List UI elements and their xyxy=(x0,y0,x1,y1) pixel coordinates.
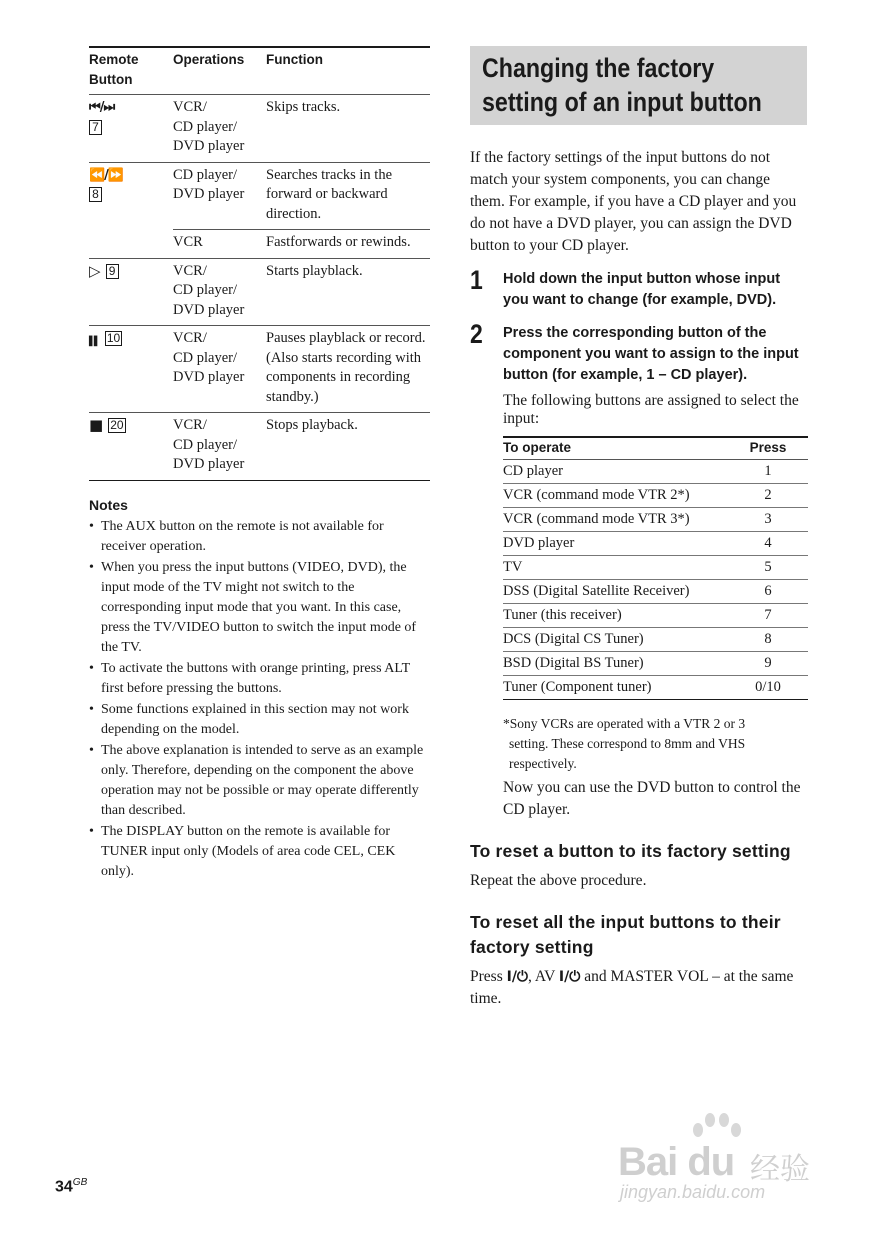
operate-cell: Tuner (Component tuner) xyxy=(503,676,728,700)
note-item: • The DISPLAY button on the remote is available for TUNER input only (Models of area code CEL, CEK only). xyxy=(89,822,430,882)
text-segment: Press xyxy=(470,968,503,985)
operate-cell: Tuner (this receiver) xyxy=(503,604,728,628)
note-item: • The AUX button on the remote is not available for receiver operation. xyxy=(89,517,430,557)
table-row xyxy=(503,580,808,604)
reset-all-text xyxy=(470,966,807,1010)
section-title xyxy=(482,51,762,119)
table-row xyxy=(503,508,808,532)
text-segment: , AV xyxy=(528,968,556,985)
operation-line: DVD player xyxy=(173,369,245,385)
step-number: 1 xyxy=(470,265,483,295)
operations-cell xyxy=(173,162,266,230)
page-number xyxy=(55,1177,87,1196)
operation-line: DVD player xyxy=(173,301,245,318)
table-header-row xyxy=(503,437,808,460)
table-row xyxy=(503,628,808,652)
operations-cell xyxy=(173,230,266,259)
header-remote-line1: Remote xyxy=(89,52,139,67)
power-icon: I/⏻ xyxy=(558,969,581,985)
watermark-url: jingyan.baidu.com xyxy=(620,1182,766,1202)
press-cell: 4 xyxy=(728,532,808,556)
operate-cell: TV xyxy=(503,556,728,580)
function-cell: Skips tracks. xyxy=(266,95,430,163)
function-cell: Searches tracks in the forward or backward direction. xyxy=(266,162,430,230)
operation-line: CD player/ xyxy=(173,436,238,453)
operation-line: DVD player xyxy=(173,456,245,472)
header-operations: Operations xyxy=(173,47,266,95)
text-segment: and MASTER VOL – at the same time. xyxy=(470,968,794,1007)
button-number: 9 xyxy=(106,264,119,279)
title-line: setting of an input button xyxy=(482,87,762,117)
press-cell: 9 xyxy=(728,652,808,676)
remote-button-cell xyxy=(89,326,173,413)
header-to-operate: To operate xyxy=(503,437,728,460)
operations-cell xyxy=(173,95,266,163)
press-cell: 5 xyxy=(728,556,808,580)
table-row xyxy=(503,532,808,556)
table-row xyxy=(503,484,808,508)
operate-cell: VCR (command mode VTR 2*) xyxy=(503,484,728,508)
operation-line: VCR/ xyxy=(173,417,207,433)
footnote xyxy=(470,714,807,774)
skip-prev-next-icon: ⏮/⏭ xyxy=(89,100,115,115)
button-number: 7 xyxy=(89,120,102,135)
table-row xyxy=(503,652,808,676)
header-press: Press xyxy=(728,437,808,460)
table-header-row xyxy=(89,47,430,95)
operation-line: VCR xyxy=(173,234,203,250)
operate-cell: BSD (Digital BS Tuner) xyxy=(503,652,728,676)
input-assignment-table xyxy=(503,436,808,700)
notes-title: Notes xyxy=(89,496,128,513)
right-column xyxy=(470,46,807,1010)
watermark-logo: Bai du xyxy=(618,1140,735,1184)
function-cell: Starts playblack. xyxy=(266,258,430,326)
remote-button-cell xyxy=(89,162,173,258)
footnote-line: setting. These correspond to 8mm and VHS xyxy=(509,736,746,751)
stop-icon: ■ xyxy=(89,416,103,434)
rewind-fastforward-icon: ⏪/⏩ xyxy=(89,167,124,183)
operation-line: VCR/ xyxy=(173,99,207,115)
press-cell: 0/10 xyxy=(728,676,808,700)
note-item: • When you press the input buttons (VIDEO, DVD), the input mode of the TV might not switch to the corresponding input mode that you want. In this case, press the TV/VIDEO button to switch the input mode of the TV. xyxy=(89,558,430,658)
note-item: • Some functions explained in this section may not work depending on the model. xyxy=(89,700,430,740)
header-remote-line2: Button xyxy=(89,72,133,87)
power-icon: I/⏻ xyxy=(506,969,529,985)
table-row xyxy=(89,326,430,413)
press-cell: 1 xyxy=(728,460,808,484)
press-cell: 6 xyxy=(728,580,808,604)
table-row xyxy=(503,460,808,484)
press-cell: 3 xyxy=(728,508,808,532)
header-function: Function xyxy=(266,47,430,95)
table-row xyxy=(89,95,430,163)
step-2-subtext: The following buttons are assigned to select the input: xyxy=(503,392,799,427)
function-cell: Pauses playblack or record. (Also starts recording with components in recording standby.) xyxy=(266,326,430,413)
remote-operations-table xyxy=(89,46,430,481)
table-row xyxy=(89,162,430,230)
remote-button-cell xyxy=(89,95,173,163)
note-item: • To activate the buttons with orange printing, press ALT first before pressing the buttons. xyxy=(89,659,430,699)
header-remote-button xyxy=(89,47,173,95)
press-cell: 2 xyxy=(728,484,808,508)
step-text: Hold down the input button whose input you want to change (for example, DVD). xyxy=(503,271,781,308)
note-item: • The above explanation is intended to serve as an example only. Therefore, depending on the component the above operation may not be possible or may operate differently than described. xyxy=(89,741,430,821)
press-cell: 8 xyxy=(728,628,808,652)
notes-section xyxy=(89,497,430,882)
press-cell: 7 xyxy=(728,604,808,628)
operation-line: CD player/ xyxy=(173,118,238,135)
operation-line: VCR/ xyxy=(173,262,207,279)
footnote-line: *Sony VCRs are operated with a VTR 2 or 3 xyxy=(503,716,746,731)
operate-cell: DVD player xyxy=(503,532,728,556)
intro-paragraph: If the factory settings of the input buttons do not match your system components, you can change them. For example, if you have a CD player and you do not have a DVD player, you can assign the DVD button to your CD player. xyxy=(470,149,797,254)
operate-cell: DCS (Digital CS Tuner) xyxy=(503,628,728,652)
remote-button-cell xyxy=(89,258,173,326)
table-row xyxy=(503,676,808,700)
step-1 xyxy=(470,265,807,311)
table-row xyxy=(89,258,430,326)
operate-cell: VCR (command mode VTR 3*) xyxy=(503,508,728,532)
reset-button-text: Repeat the above procedure. xyxy=(470,872,647,889)
remote-button-cell xyxy=(89,413,173,481)
step-2 xyxy=(470,319,807,386)
operation-line: DVD player xyxy=(173,138,245,154)
page-number-value: 34 xyxy=(55,1178,73,1196)
operation-line: CD player/ xyxy=(173,166,238,183)
button-number: 20 xyxy=(110,418,124,432)
table-row xyxy=(503,604,808,628)
operations-cell xyxy=(173,326,266,413)
page-suffix: GB xyxy=(72,1177,88,1188)
button-number: 10 xyxy=(106,331,121,345)
operate-cell: CD player xyxy=(503,460,728,484)
after-note-paragraph: Now you can use the DVD button to control the CD player. xyxy=(503,779,801,818)
title-line: Changing the factory xyxy=(482,53,715,83)
notes-list xyxy=(89,517,430,882)
operate-cell: DSS (Digital Satellite Receiver) xyxy=(503,580,728,604)
operation-line: VCR/ xyxy=(173,330,207,346)
function-cell: Stops playback. xyxy=(266,413,430,481)
baidu-watermark xyxy=(618,1110,823,1210)
watermark-chinese: 经验 xyxy=(750,1152,810,1187)
reset-all-heading: To reset all the input buttons to their factory setting xyxy=(470,912,781,957)
reset-button-heading: To reset a button to its factory setting xyxy=(470,841,791,861)
left-column xyxy=(89,46,430,883)
operation-line: CD player/ xyxy=(173,349,238,366)
footnote-line: respectively. xyxy=(509,756,577,771)
function-cell: Fastforwards or rewinds. xyxy=(266,230,430,259)
step-number: 2 xyxy=(470,319,483,349)
button-number: 8 xyxy=(89,187,102,202)
operation-line: CD player/ xyxy=(173,282,238,298)
operation-line: DVD player xyxy=(173,186,245,202)
operations-cell xyxy=(173,413,266,481)
pause-icon: ▌▌ xyxy=(89,337,99,347)
play-icon: ▷ xyxy=(89,261,100,280)
operations-cell xyxy=(173,258,266,326)
table-row xyxy=(89,413,430,481)
step-text: Press the corresponding button of the component you want to assign to the input button (for example, 1 – CD player). xyxy=(503,325,799,383)
table-row xyxy=(503,556,808,580)
section-title-box xyxy=(470,46,807,125)
